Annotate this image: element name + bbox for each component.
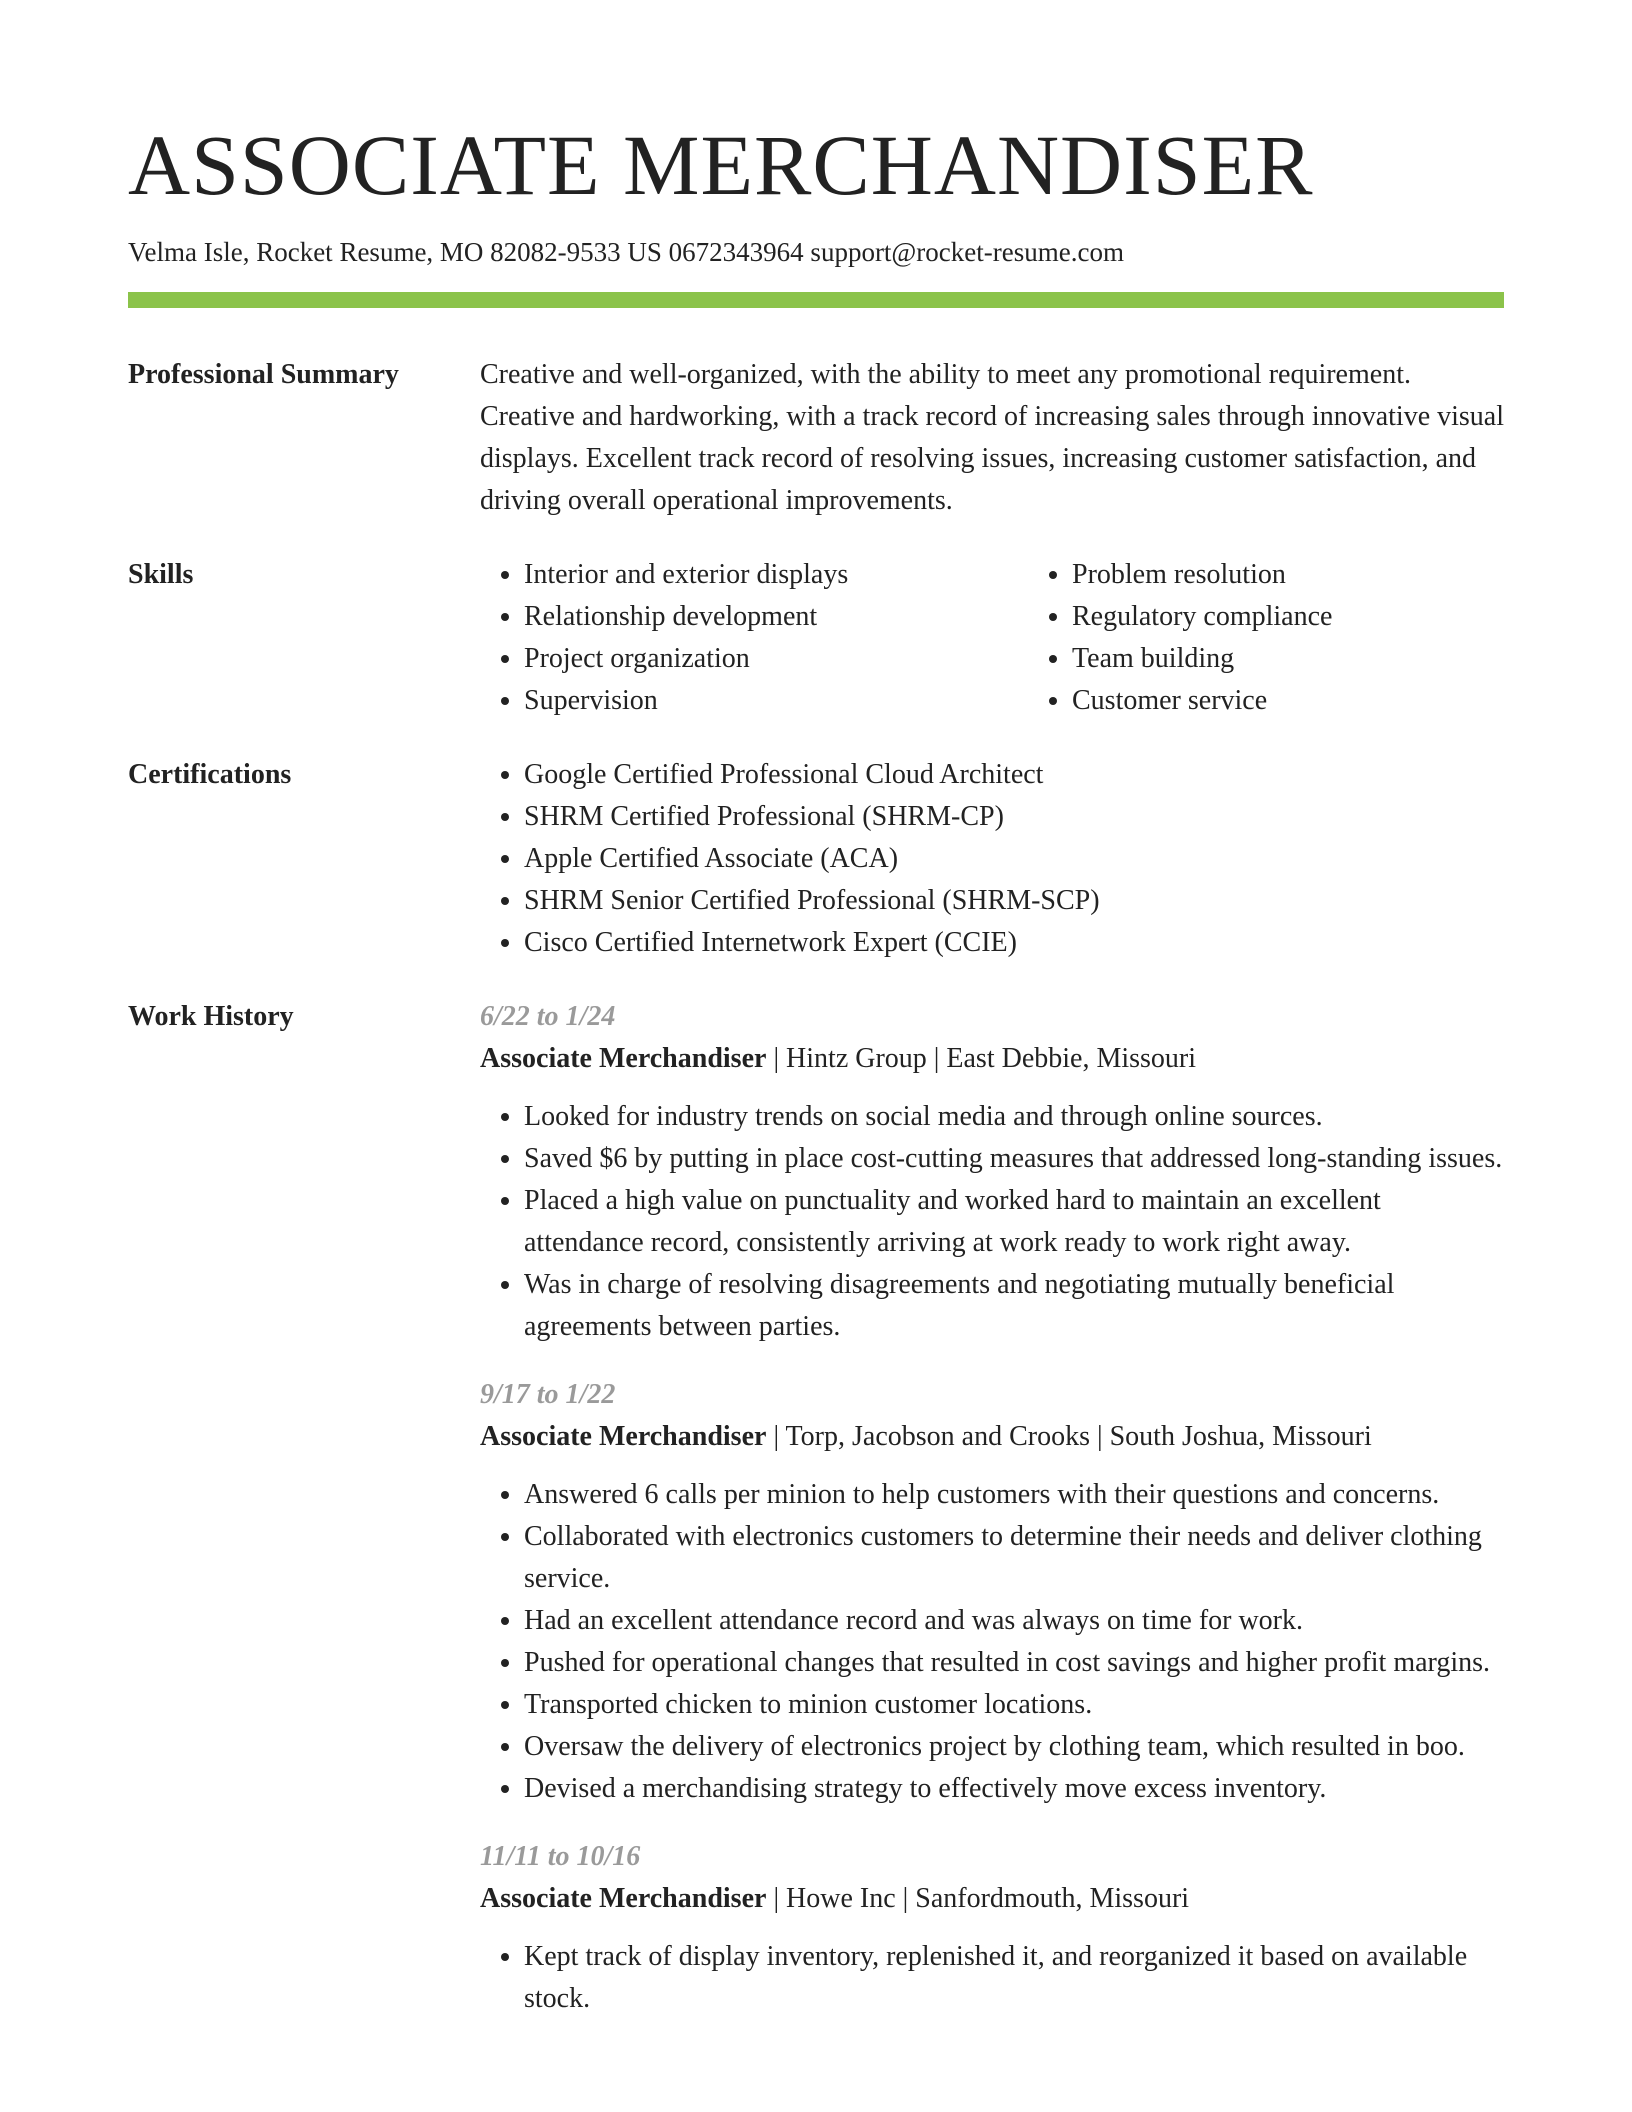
work-history-body [480, 996, 1504, 2046]
list-item: • SHRM Certified Professional (SHRM-CP) [524, 796, 1504, 838]
job-entry [480, 1374, 1504, 1810]
job-entry [480, 1836, 1504, 2020]
job-dates: 6/22 to 1/24 [480, 1000, 616, 1032]
accent-divider [128, 292, 1504, 308]
list-item: • Had an excellent attendance record and was always on time for work. [524, 1600, 1504, 1642]
job-details: | Torp, Jacobson and Crooks | South Joshua, Missouri [766, 1420, 1372, 1452]
list-item: • SHRM Senior Certified Professional (SHRM-SCP) [524, 880, 1504, 922]
list-item: • Interior and exterior displays [524, 554, 1028, 596]
work-history-section [128, 996, 1504, 2046]
list-item: • Regulatory compliance [1072, 596, 1576, 638]
list-item: • Kept track of display inventory, replenished it, and reorganized it based on available stock. [524, 1936, 1504, 2020]
list-item: • Looked for industry trends on social media and through online sources. [524, 1096, 1504, 1138]
contact-line: Velma Isle, Rocket Resume, MO 82082-9533 US 0672343964 support@rocket-resume.com [128, 236, 1124, 267]
list-item: • Problem resolution [1072, 554, 1576, 596]
job-bullets [480, 1474, 1504, 1810]
list-item: • Pushed for operational changes that resulted in cost savings and higher profit margins. [524, 1642, 1504, 1684]
skills-list-right [1028, 554, 1576, 722]
list-item: • Was in charge of resolving disagreements and negotiating mutually beneficial agreements between parties. [524, 1264, 1504, 1348]
job-details: | Howe Inc | Sanfordmouth, Missouri [766, 1882, 1190, 1914]
section-label: Skills [128, 558, 194, 590]
job-dates: 11/11 to 10/16 [480, 1840, 641, 1872]
section-label: Professional Summary [128, 358, 399, 390]
certifications-list [480, 754, 1504, 964]
section-label: Work History [128, 1000, 294, 1032]
skills-body [480, 554, 1576, 722]
job-bullets [480, 1096, 1504, 1348]
list-item: • Cisco Certified Internetwork Expert (CCIE) [524, 922, 1504, 964]
list-item: • Transported chicken to minion customer locations. [524, 1684, 1504, 1726]
job-bullets [480, 1936, 1504, 2020]
list-item: • Collaborated with electronics customers to determine their needs and deliver clothing service. [524, 1516, 1504, 1600]
list-item: • Placed a high value on punctuality and worked hard to maintain an excellent attendance record, consistently arriving at work ready to work right away. [524, 1180, 1504, 1264]
summary-body [480, 354, 1504, 522]
certifications-body [480, 754, 1504, 964]
list-item: • Team building [1072, 638, 1576, 680]
job-dates: 9/17 to 1/22 [480, 1378, 616, 1410]
section-label: Certifications [128, 758, 292, 790]
summary-section [128, 354, 1504, 522]
job-entry [480, 996, 1504, 1348]
job-title: Associate Merchandiser [480, 1042, 767, 1074]
list-item: • Devised a merchandising strategy to effectively move excess inventory. [524, 1768, 1504, 1810]
list-item: • Project organization [524, 638, 1028, 680]
list-item: • Supervision [524, 680, 1028, 722]
list-item: • Oversaw the delivery of electronics project by clothing team, which resulted in boo. [524, 1726, 1504, 1768]
resume-title: ASSOCIATE MERCHANDISER [128, 117, 1314, 213]
list-item: • Apple Certified Associate (ACA) [524, 838, 1504, 880]
skills-section [128, 554, 1504, 722]
job-heading [480, 1416, 1504, 1458]
list-item: • Customer service [1072, 680, 1576, 722]
job-details: | Hintz Group | East Debbie, Missouri [766, 1042, 1197, 1074]
list-item: • Saved $6 by putting in place cost-cutting measures that addressed long-standing issues. [524, 1138, 1504, 1180]
summary-text: Creative and well-organized, with the ability to meet any promotional requirement. Creative and hardworking, with a track record of increasing sales through innovative visual displays. Excellent track record of resolving issues, increasing customer satisfaction, and driving overall operational improvements. [480, 358, 1505, 516]
job-title: Associate Merchandiser [480, 1420, 767, 1452]
job-heading [480, 1038, 1504, 1080]
job-title: Associate Merchandiser [480, 1882, 767, 1914]
list-item: • Answered 6 calls per minion to help customers with their questions and concerns. [524, 1474, 1504, 1516]
list-item: • Google Certified Professional Cloud Architect [524, 754, 1504, 796]
certifications-section [128, 754, 1504, 964]
list-item: • Relationship development [524, 596, 1028, 638]
job-heading [480, 1878, 1504, 1920]
skills-list-left [480, 554, 1028, 722]
